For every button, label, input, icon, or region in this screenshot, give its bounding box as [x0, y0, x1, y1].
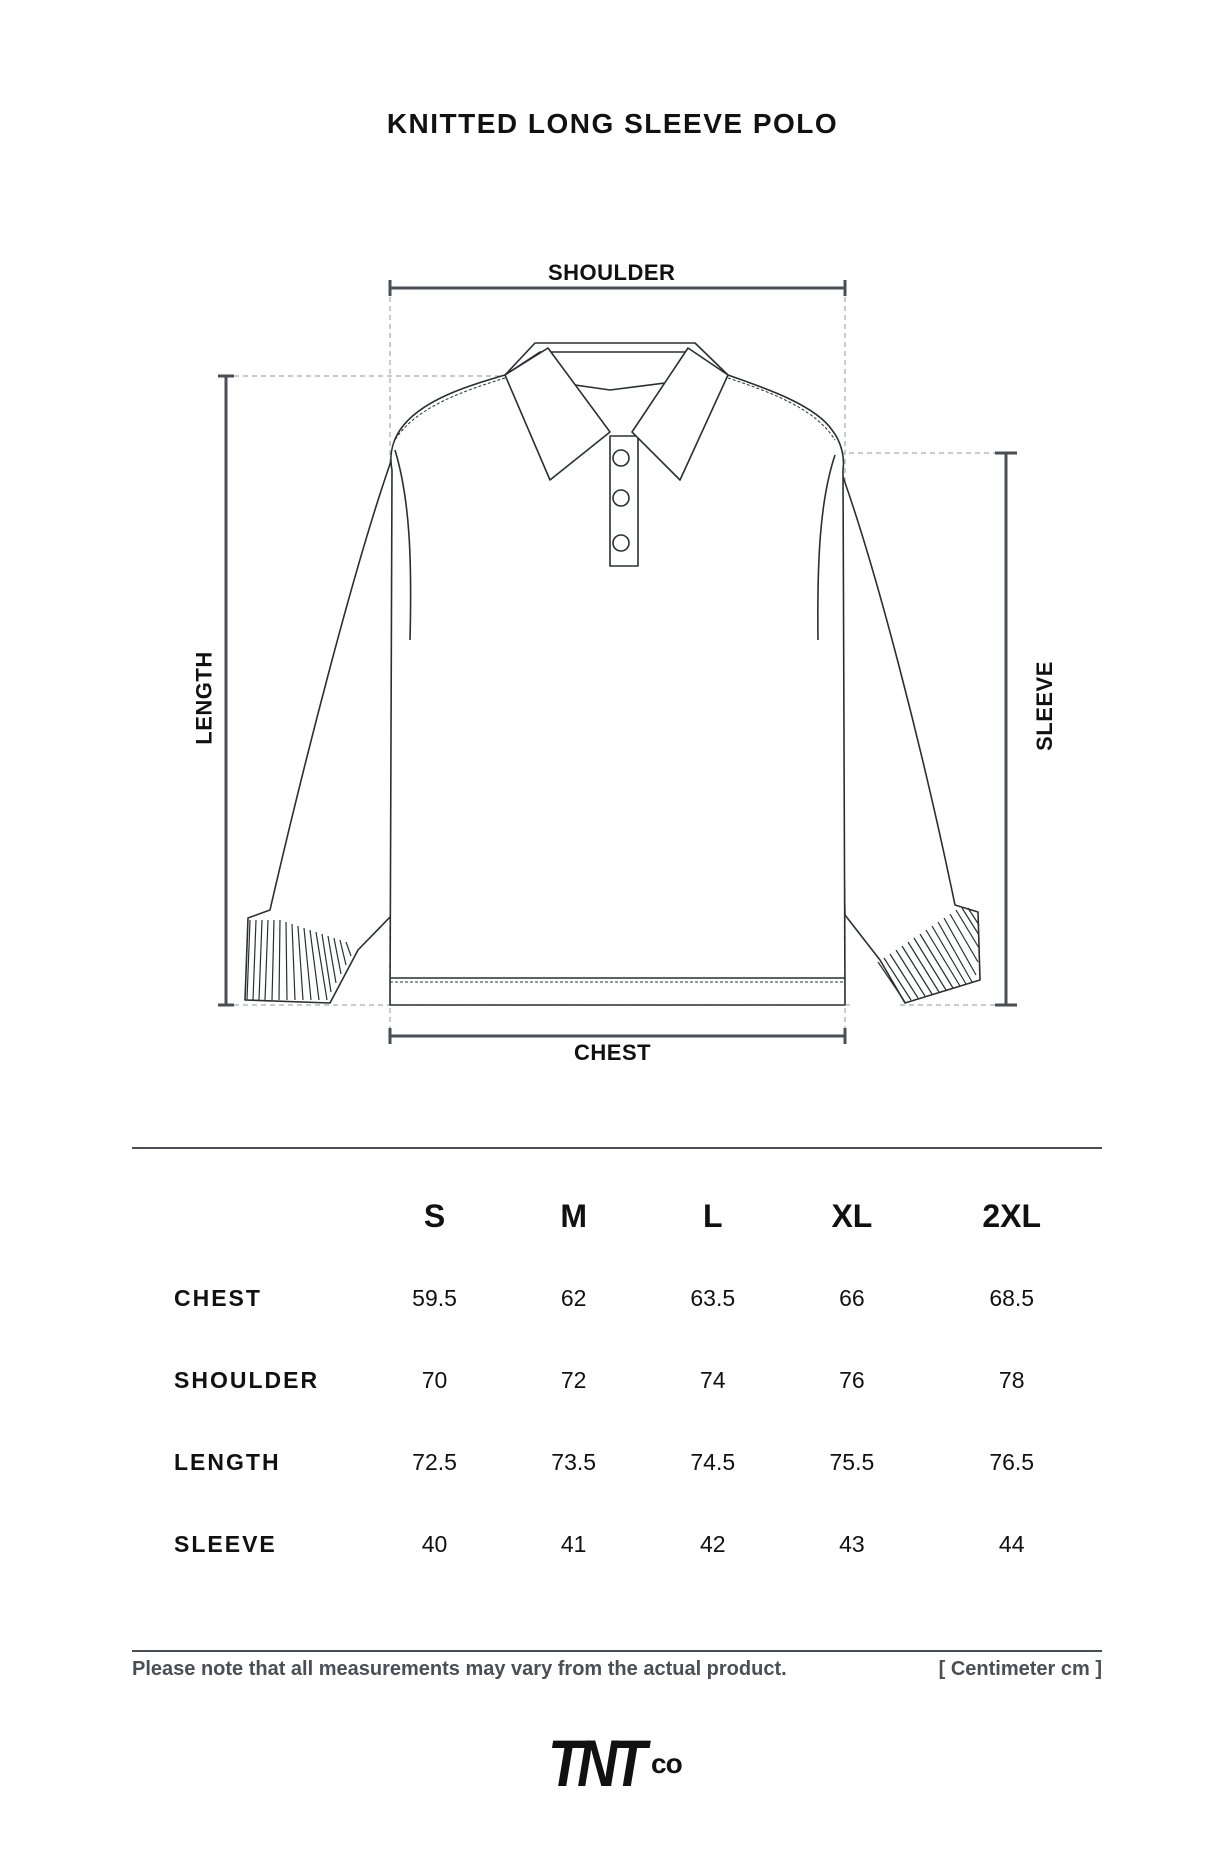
length-label: LENGTH	[191, 651, 217, 745]
cell: 74	[699, 1366, 726, 1393]
cell: 43	[839, 1530, 865, 1557]
cell: 66	[839, 1284, 865, 1311]
cell: 72.5	[412, 1448, 457, 1475]
header-blank	[132, 1175, 365, 1257]
cell: 59.5	[412, 1284, 457, 1311]
chest-label: CHEST	[574, 1040, 652, 1065]
logo-main: TNT	[548, 1726, 642, 1800]
cell: 40	[421, 1530, 448, 1557]
row-label-sleeve: SLEEVE	[174, 1530, 277, 1557]
sleeve-label: SLEEVE	[1031, 661, 1057, 751]
unit-label: [ Centimeter cm ]	[938, 1658, 1102, 1680]
cell: 73.5	[551, 1448, 597, 1475]
cell: 76	[839, 1366, 865, 1393]
cell: 74.5	[690, 1448, 736, 1475]
table-row	[132, 1421, 1102, 1503]
size-l: L	[703, 1197, 723, 1234]
cell: 68.5	[989, 1284, 1035, 1311]
size-s: S	[423, 1197, 446, 1234]
table-row	[132, 1503, 1102, 1585]
row-label-chest: CHEST	[174, 1284, 262, 1311]
row-label-length: LENGTH	[174, 1448, 281, 1475]
cell: 70	[421, 1366, 448, 1393]
shoulder-label: SHOULDER	[548, 260, 676, 285]
logo-suffix: co	[651, 1748, 682, 1779]
size-2xl: 2XL	[982, 1197, 1042, 1234]
size-m: M	[560, 1197, 587, 1234]
table-row	[132, 1257, 1102, 1339]
cell: 42	[699, 1530, 726, 1557]
table-bottom-rule	[132, 1650, 1102, 1652]
cell: 72	[560, 1366, 587, 1393]
cell: 62	[560, 1284, 587, 1311]
cell: 75.5	[829, 1448, 875, 1475]
disclaimer-note: Please note that all measurements may vary from the actual product.	[132, 1658, 787, 1680]
row-label-shoulder: SHOULDER	[174, 1366, 320, 1393]
size-xl: XL	[831, 1197, 873, 1234]
cell: 41	[560, 1530, 587, 1557]
page-title: KNITTED LONG SLEEVE POLO	[386, 108, 839, 139]
cell: 78	[998, 1366, 1025, 1393]
table-row	[132, 1339, 1102, 1421]
size-chart-table	[132, 1175, 1102, 1585]
size-header-row	[132, 1175, 1102, 1257]
polo-garment	[245, 343, 980, 1005]
cell: 63.5	[690, 1284, 736, 1311]
cell: 76.5	[989, 1448, 1035, 1475]
brand-logo	[548, 1726, 698, 1800]
table-top-rule	[132, 1147, 1102, 1149]
cell: 44	[998, 1530, 1025, 1557]
